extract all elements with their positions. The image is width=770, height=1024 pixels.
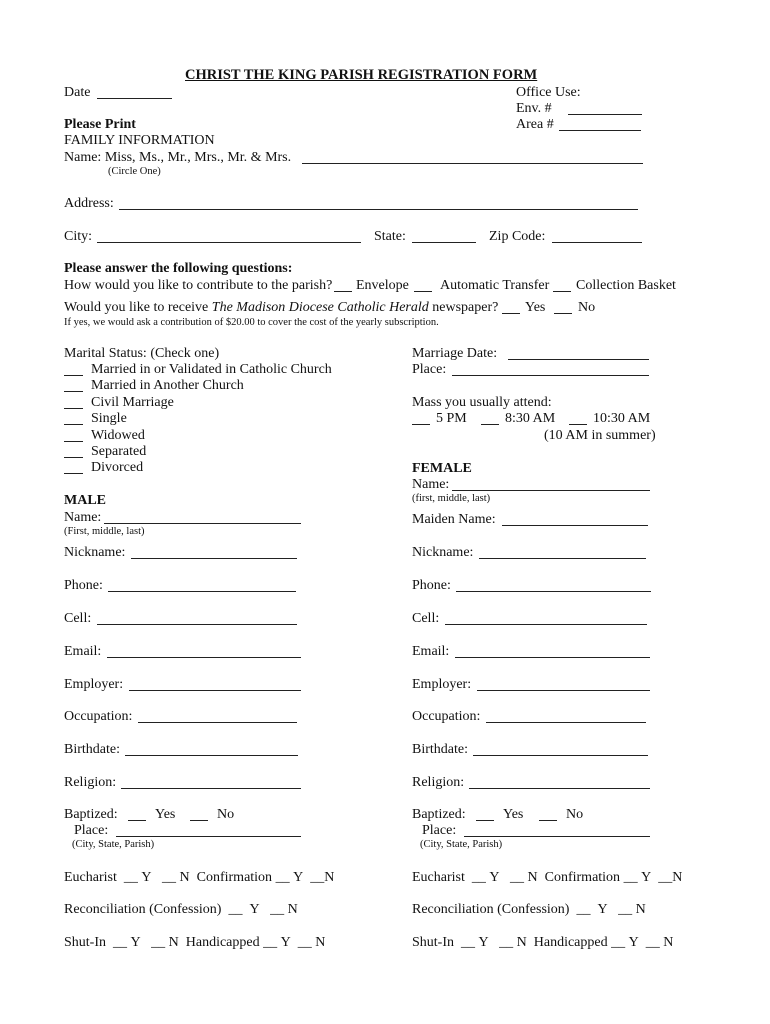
male-confirmation-label: Confirmation (196, 870, 273, 885)
female-cell-field[interactable] (445, 624, 647, 625)
zip-label: Zip Code: (489, 229, 546, 244)
family-name-label: Name: Miss, Ms., Mr., Mrs., Mr. & Mrs. (64, 150, 292, 165)
marital-option-label: Civil Marriage (91, 395, 174, 410)
male-reconciliation-y[interactable]: Y (249, 902, 260, 917)
female-nickname-label: Nickname: (412, 545, 474, 560)
female-birthdate-label: Birthdate: (412, 742, 468, 757)
female-eucharist-y[interactable]: Y (489, 870, 500, 885)
marriage-date-field[interactable] (508, 359, 649, 360)
female-eucharist-n[interactable]: N (527, 870, 538, 885)
marital-option-label: Divorced (91, 460, 144, 475)
transfer-label: Automatic Transfer (440, 278, 550, 293)
marital-option-label: Separated (91, 444, 147, 459)
female-birthdate-field[interactable] (473, 755, 648, 756)
male-place-hint: (City, State, Parish) (72, 839, 155, 850)
female-handicapped-y[interactable]: Y (628, 935, 639, 950)
male-birthdate-label: Birthdate: (64, 742, 120, 757)
female-baptized-yes-label: Yes (503, 807, 524, 822)
female-nickname-field[interactable] (479, 558, 646, 559)
female-baptized-label: Baptized: (412, 807, 466, 822)
marital-option-check[interactable] (64, 408, 83, 409)
city-label: City: (64, 229, 93, 244)
office-use-label: Office Use: (516, 85, 581, 100)
male-handicapped-n[interactable]: N (315, 935, 326, 950)
mass-830-label: 8:30 AM (505, 411, 556, 426)
female-shutin-y[interactable]: Y (478, 935, 489, 950)
male-place-field[interactable] (116, 836, 301, 837)
male-occupation-field[interactable] (138, 722, 297, 723)
male-handicapped-y[interactable]: Y (280, 935, 291, 950)
marital-option-check[interactable] (64, 424, 83, 425)
male-place-label: Place: (74, 823, 109, 838)
female-religion-label: Religion: (412, 775, 465, 790)
female-name-label: Name: (412, 477, 450, 492)
mass-5pm-label: 5 PM (436, 411, 467, 426)
male-employer-label: Employer: (64, 677, 124, 692)
male-name-field[interactable] (104, 523, 301, 524)
female-reconciliation-label: Reconciliation (Confession) (412, 902, 570, 917)
questions-heading: Please answer the following questions: (64, 261, 293, 276)
contribute-question: How would you like to contribute to the parish? (64, 278, 333, 293)
female-eucharist-label: Eucharist (412, 870, 465, 885)
area-label: Area # (516, 117, 554, 132)
male-employer-field[interactable] (129, 690, 301, 691)
male-religion-field[interactable] (121, 788, 301, 789)
female-confirmation-n[interactable]: N (672, 870, 683, 885)
male-eucharist-y[interactable]: Y (141, 870, 152, 885)
male-baptized-yes-check[interactable] (128, 820, 146, 821)
please-print: Please Print (64, 117, 136, 132)
male-cell-label: Cell: (64, 611, 92, 626)
male-confirmation-n[interactable]: N (324, 870, 335, 885)
mass-830-check[interactable] (481, 424, 499, 425)
marital-option-label: Married in or Validated in Catholic Church (91, 362, 332, 377)
herald-yes-label: Yes (525, 300, 546, 315)
male-baptized-no-label: No (217, 807, 235, 822)
family-info-heading: FAMILY INFORMATION (64, 133, 215, 148)
date-field[interactable] (97, 98, 172, 99)
female-reconciliation-y[interactable]: Y (597, 902, 608, 917)
female-place-label: Place: (422, 823, 457, 838)
female-phone-field[interactable] (456, 591, 651, 592)
female-reconciliation-n[interactable]: N (635, 902, 646, 917)
marriage-place-field[interactable] (452, 375, 649, 376)
area-field[interactable] (559, 130, 641, 131)
marital-option-check[interactable] (64, 391, 83, 392)
male-name-label: Name: (64, 510, 102, 525)
herald-no-check[interactable] (554, 313, 572, 314)
female-maiden-label: Maiden Name: (412, 512, 496, 527)
female-baptized-yes-check[interactable] (476, 820, 494, 821)
herald-title: The Madison Diocese Catholic Herald (211, 300, 429, 315)
env-field[interactable] (568, 114, 642, 115)
male-baptized-no-check[interactable] (190, 820, 208, 821)
female-place-field[interactable] (464, 836, 650, 837)
circle-one-hint: (Circle One) (108, 166, 161, 177)
basket-check[interactable] (553, 291, 571, 292)
female-cell-label: Cell: (412, 611, 440, 626)
male-baptized-label: Baptized: (64, 807, 118, 822)
male-phone-label: Phone: (64, 578, 103, 593)
env-label: Env. # (516, 101, 552, 116)
female-employer-field[interactable] (477, 690, 650, 691)
male-shutin-label: Shut-In (64, 935, 106, 950)
male-eucharist-label: Eucharist (64, 870, 117, 885)
female-reconciliation-row: Reconciliation (Confession) __ Y __ N (412, 902, 646, 917)
form-title: CHRIST THE KING PARISH REGISTRATION FORM (185, 67, 538, 83)
female-employer-label: Employer: (412, 677, 472, 692)
mass-label: Mass you usually attend: (412, 395, 552, 410)
female-email-field[interactable] (455, 657, 650, 658)
herald-note: If yes, we would ask a contribution of $20.00 to cover the cost of the yearly subscription. (64, 317, 439, 328)
male-shutin-n[interactable]: N (168, 935, 179, 950)
female-shutin-label: Shut-In (412, 935, 454, 950)
marital-option-check[interactable] (64, 441, 83, 442)
female-eucharist-row: Eucharist __ Y __ N Confirmation __ Y __N (412, 870, 683, 885)
male-heading: MALE (64, 493, 106, 508)
male-occupation-label: Occupation: (64, 709, 133, 724)
marital-option-label: Single (91, 411, 127, 426)
female-baptized-no-check[interactable] (539, 820, 557, 821)
envelope-check[interactable] (334, 291, 352, 292)
male-nickname-label: Nickname: (64, 545, 126, 560)
marital-option-label: Widowed (91, 428, 145, 443)
male-handicapped-label: Handicapped (185, 935, 260, 950)
male-reconciliation-label: Reconciliation (Confession) (64, 902, 222, 917)
mass-1030-label: 10:30 AM (593, 411, 651, 426)
female-name-hint: (first, middle, last) (412, 493, 491, 504)
family-name-field[interactable] (302, 163, 643, 164)
female-heading: FEMALE (412, 461, 472, 476)
marital-option-check[interactable] (64, 473, 83, 474)
female-handicapped-label: Handicapped (533, 935, 608, 950)
female-shutin-row: Shut-In __ Y __ N Handicapped __ Y __ N (412, 935, 674, 950)
female-baptized-no-label: No (566, 807, 584, 822)
female-occupation-field[interactable] (486, 722, 646, 723)
male-religion-label: Religion: (64, 775, 117, 790)
herald-no-label: No (578, 300, 596, 315)
city-field[interactable] (97, 242, 361, 243)
female-religion-field[interactable] (469, 788, 650, 789)
male-confirmation-y[interactable]: Y (293, 870, 304, 885)
female-place-hint: (City, State, Parish) (420, 839, 503, 850)
male-email-label: Email: (64, 644, 102, 659)
basket-label: Collection Basket (576, 278, 676, 293)
transfer-check[interactable] (414, 291, 432, 292)
herald-question (64, 301, 498, 315)
marital-option-check[interactable] (64, 457, 83, 458)
state-label: State: (374, 229, 406, 244)
state-field[interactable] (412, 242, 476, 243)
female-phone-label: Phone: (412, 578, 451, 593)
marriage-place-label: Place: (412, 362, 447, 377)
male-shutin-row: Shut-In __ Y __ N Handicapped __ Y __ N (64, 935, 326, 950)
envelope-label: Envelope (356, 278, 409, 293)
marital-option-label: Married in Another Church (91, 378, 244, 393)
female-email-label: Email: (412, 644, 450, 659)
male-eucharist-row: Eucharist __ Y __ N Confirmation __ Y __N (64, 870, 335, 885)
herald-yes-check[interactable] (502, 313, 520, 314)
female-name-field[interactable] (452, 490, 650, 491)
address-field[interactable] (119, 209, 638, 210)
female-occupation-label: Occupation: (412, 709, 481, 724)
male-email-field[interactable] (107, 657, 301, 658)
male-baptized-yes-label: Yes (155, 807, 176, 822)
herald-post: newspaper? (432, 300, 499, 315)
male-name-hint: (First, middle, last) (64, 526, 145, 537)
male-phone-field[interactable] (108, 591, 296, 592)
marriage-date-label: Marriage Date: (412, 346, 498, 361)
mass-1030-check[interactable] (569, 424, 587, 425)
date-label: Date (64, 85, 91, 100)
male-nickname-field[interactable] (131, 558, 297, 559)
herald-pre: Would you like to receive (64, 300, 209, 315)
marital-label: Marital Status: (Check one) (64, 346, 220, 361)
male-shutin-y[interactable]: Y (130, 935, 141, 950)
male-reconciliation-row: Reconciliation (Confession) __ Y __ N (64, 902, 298, 917)
mass-summer-note: (10 AM in summer) (544, 428, 656, 443)
male-birthdate-field[interactable] (125, 755, 298, 756)
address-label: Address: (64, 196, 114, 211)
female-handicapped-n[interactable]: N (663, 935, 674, 950)
male-cell-field[interactable] (97, 624, 297, 625)
marital-option-check[interactable] (64, 375, 83, 376)
female-maiden-field[interactable] (502, 525, 648, 526)
mass-5pm-check[interactable] (412, 424, 430, 425)
female-confirmation-label: Confirmation (544, 870, 621, 885)
male-reconciliation-n[interactable]: N (287, 902, 298, 917)
male-eucharist-n[interactable]: N (179, 870, 190, 885)
female-confirmation-y[interactable]: Y (641, 870, 652, 885)
zip-field[interactable] (552, 242, 642, 243)
female-shutin-n[interactable]: N (516, 935, 527, 950)
